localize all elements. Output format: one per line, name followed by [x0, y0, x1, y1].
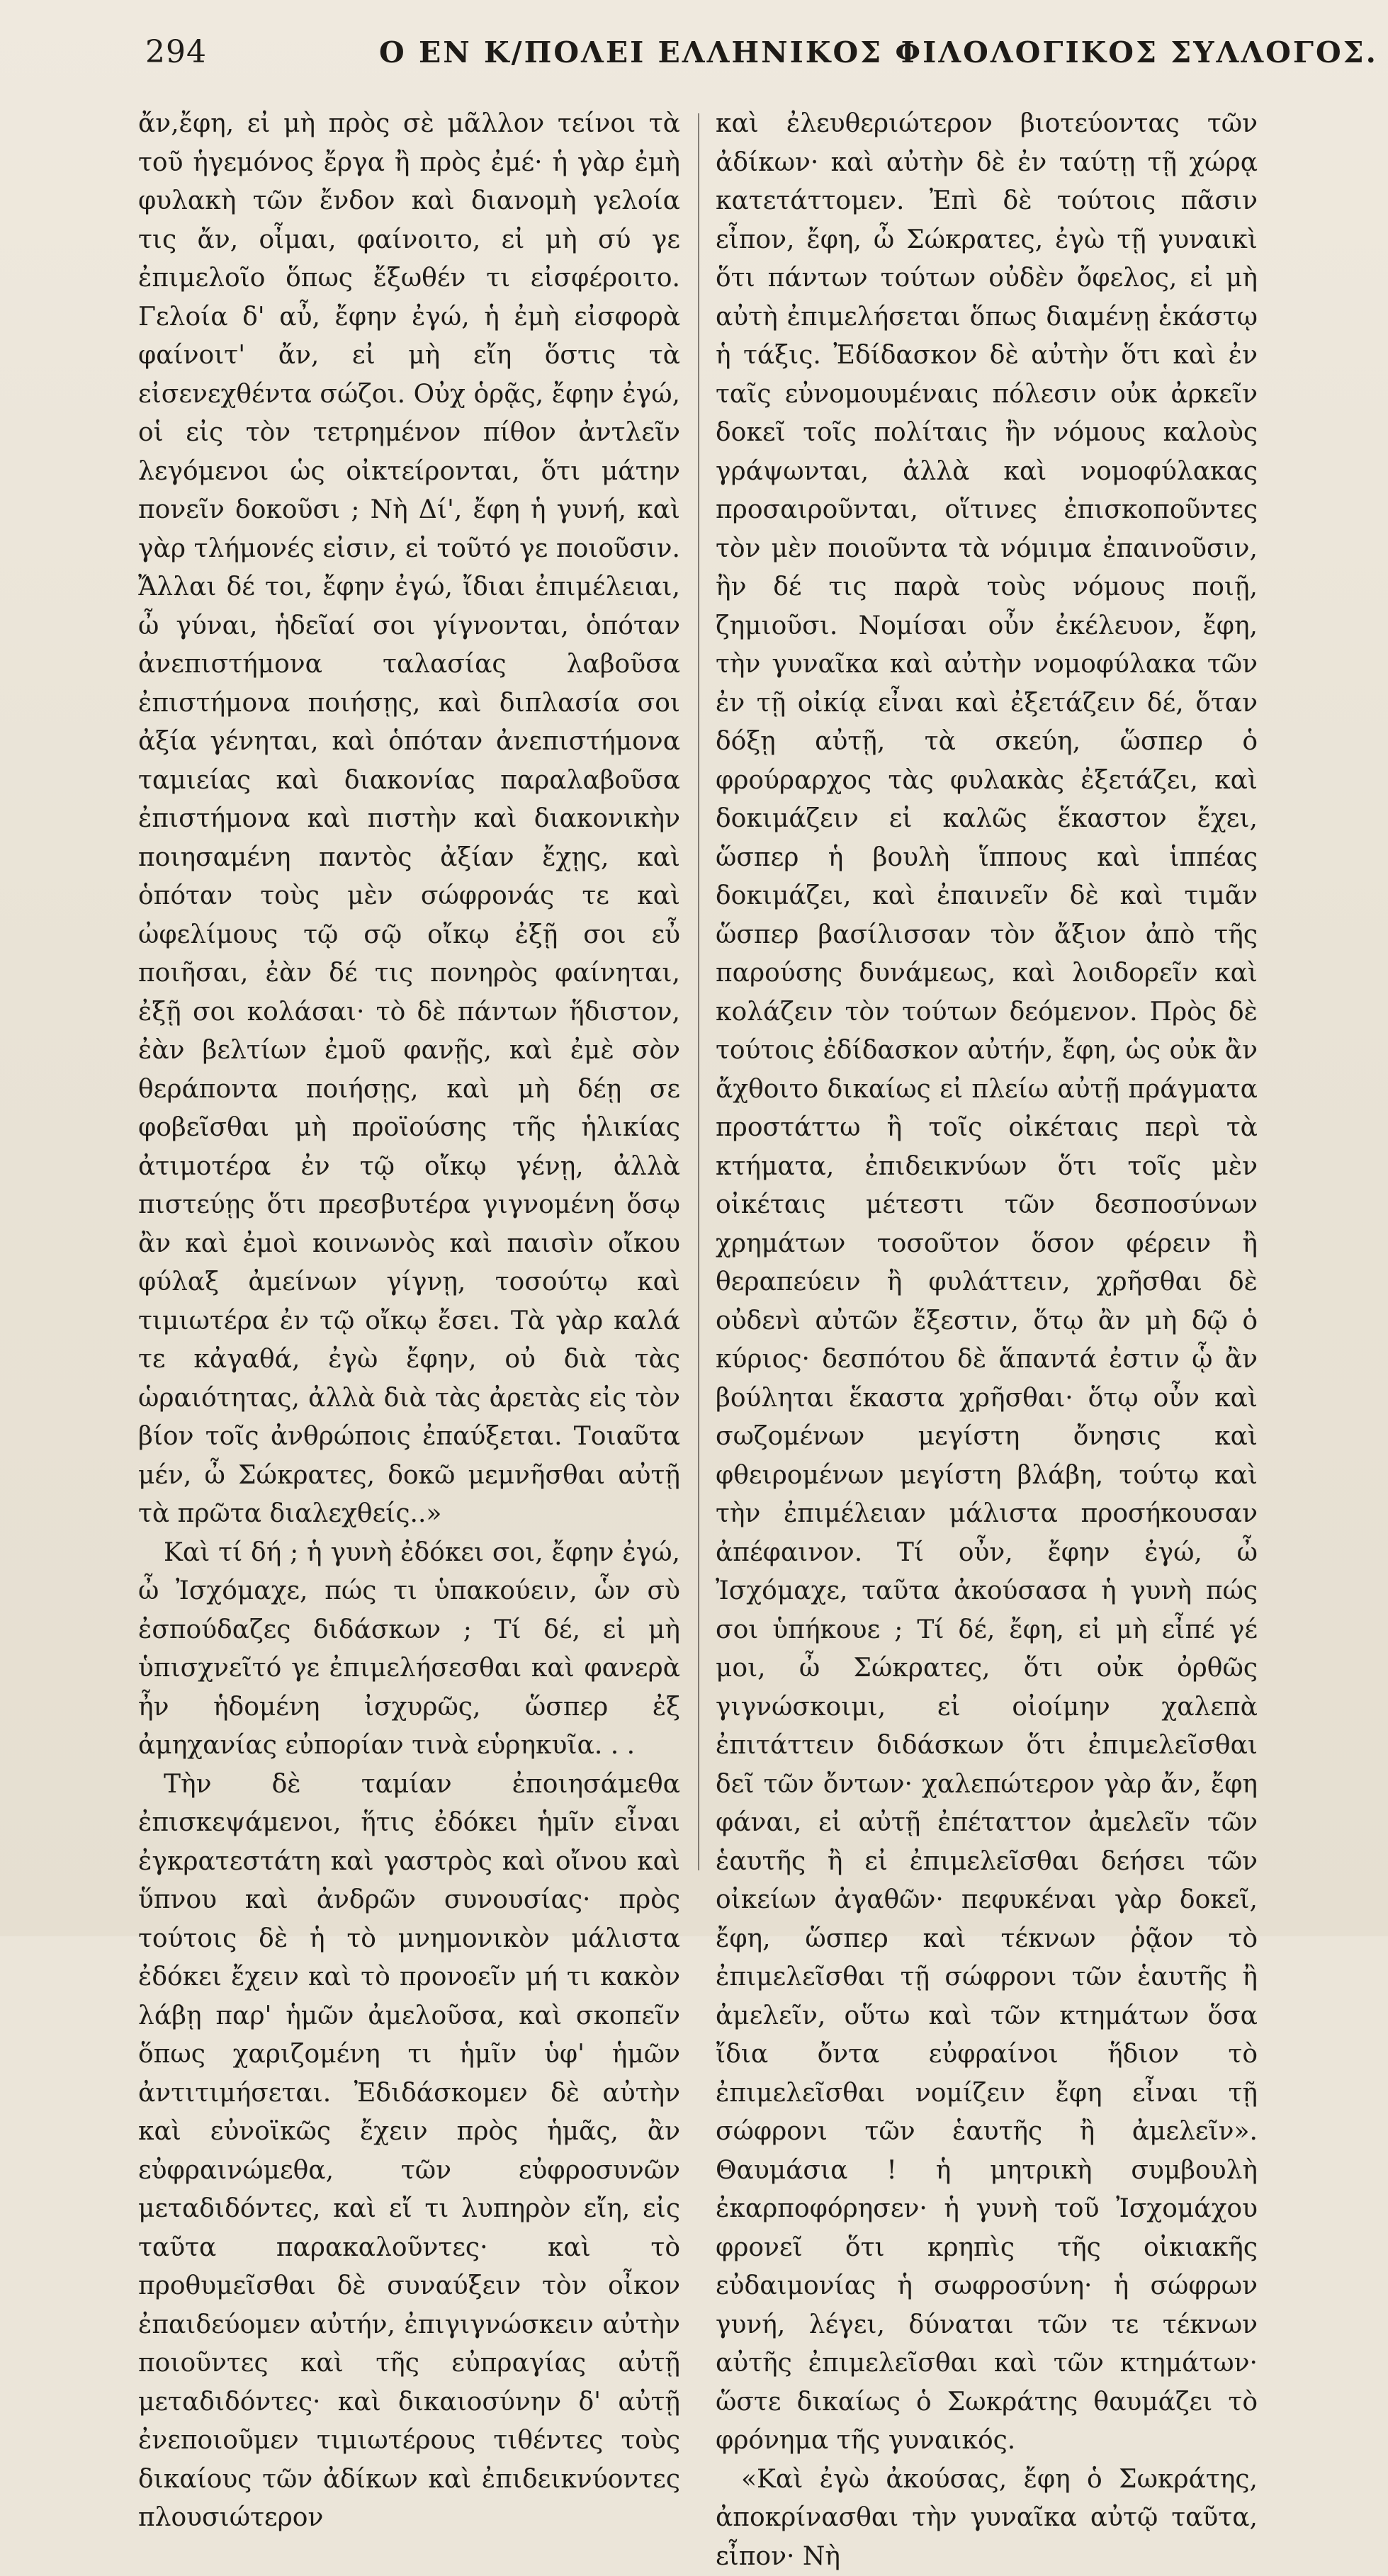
page-header	[145, 34, 1336, 84]
right-text-column	[716, 105, 1258, 2576]
column-divider	[698, 113, 699, 1870]
running-title: Ο ΕΝ Κ/ΠΟΛΕΙ ΕΛΛΗΝΙΚΟΣ ΦΙΛΟΛΟΓΙΚΟΣ ΣΥΛΛΟΓΟΣ.	[379, 35, 1378, 69]
right-paragraph-2: «Καὶ ἐγὼ ἀκούσας, ἔφη ὁ Σωκράτης, ἀποκρίνασθαι τὴν γυναῖκα αὐτῷ ταῦτα, εἶπον· Νὴ	[716, 2461, 1258, 2576]
page-number: 294	[145, 34, 207, 70]
right-paragraph-1: καὶ ἐλευθεριώτερον βιοτεύοντας τῶν ἀδίκων· καὶ αὐτὴν δὲ ἐν ταύτῃ τῇ χώρᾳ κατετάττομεν. Ἐπὶ δὲ τούτοις πᾶσιν εἶπον, ἔφη, ὦ Σώκρατες, ἐγὼ τῇ γυναικὶ ὅτι πάντων τούτων οὐδὲν ὄφελος, εἰ μὴ αὐτὴ ἐπιμελήσεται ὅπως διαμένῃ ἑκάστῳ ἡ τάξις. Ἐδίδασκον δὲ αὐτὴν ὅτι καὶ ἐν ταῖς εὐνομουμέναις πόλεσιν οὐκ ἀρκεῖν δοκεῖ τοῖς πολίταις ἢν νόμους καλοὺς γράψωνται, ἀλλὰ καὶ νομοφύλακας προσαιροῦνται, οἵτινες ἐπισκοποῦντες τὸν μὲν ποιοῦντα τὰ νόμιμα ἐπαινοῦσιν, ἢν δέ τις παρὰ τοὺς νόμους ποιῇ, ζημιοῦσι. Νομίσαι οὖν ἐκέλευον, ἔφη, τὴν γυναῖκα καὶ αὐτὴν νομοφύλακα τῶν ἐν τῇ οἰκίᾳ εἶναι καὶ ἐξετάζειν δέ, ὅταν δόξῃ αὐτῇ, τὰ σκεύη, ὥσπερ ὁ φρούραρχος τὰς φυλακὰς ἐξετάζει, καὶ δοκιμάζειν εἰ καλῶς ἕκαστον ἔχει, ὥσπερ ἡ βουλὴ ἵππους καὶ ἱππέας δοκιμάζει, καὶ ἐπαινεῖν δὲ καὶ τιμᾶν ὥσπερ βασίλισσαν τὸν ἄξιον ἀπὸ τῆς παρούσης δυνάμεως, καὶ λοιδορεῖν καὶ κολάζειν τὸν τούτων δεόμενον. Πρὸς δὲ τούτοις ἐδίδασκον αὐτήν, ἔφη, ὡς οὐκ ἂν ἄχθοιτο δικαίως εἰ πλείω αὐτῇ πράγματα προστάττω ἢ τοῖς οἰκέταις περὶ τὰ κτήματα, ἐπιδεικνύων ὅτι τοῖς μὲν οἰκέταις μέτεστι τῶν δεσποσύνων χρημάτων τοσοῦτον ὅσον φέρειν ἢ θεραπεύειν ἢ φυλάττειν, χρῆσθαι δὲ οὐδενὶ αὐτῶν ἔξεστιν, ὅτῳ ἂν μὴ δῷ ὁ κύριος· δεσπότου δὲ ἅπαντά ἐστιν ᾧ ἂν βούληται ἕκαστα χρῆσθαι· ὅτῳ οὖν καὶ σωζομένων μεγίστη ὄνησις καὶ φθειρομένων μεγίστη βλάβη, τούτῳ καὶ τὴν ἐπιμέλειαν μάλιστα προσήκουσαν ἀπέφαινον. Τί οὖν, ἔφην ἐγώ, ὦ Ἰσχόμαχε, ταῦτα ἀκούσασα ἡ γυνὴ πώς σοι ὑπήκουε ; Τί δέ, ἔφη, εἰ μὴ εἶπέ γέ μοι, ὦ Σώκρατες, ὅτι οὐκ ὀρθῶς γιγνώσκοιμι, εἰ οἰοίμην χαλεπὰ ἐπιτάττειν διδάσκων ὅτι ἐπιμελεῖσθαι δεῖ τῶν ὄντων· χαλεπώτερον γὰρ ἄν, ἔφη φάναι, εἰ αὐτῇ ἐπέταττον ἀμελεῖν τῶν ἑαυτῆς ἢ εἰ ἐπιμελεῖσθαι δεήσει τῶν οἰκείων ἀγαθῶν· πεφυκέναι γὰρ δοκεῖ, ἔφη, ὥσπερ καὶ τέκνων ῥᾷον τὸ ἐπιμελεῖσθαι τῇ σώφρονι τῶν ἑαυτῆς ἢ ἀμελεῖν, οὕτω καὶ τῶν κτημάτων ὅσα ἴδια ὄντα εὐφραίνοι ἥδιον τὸ ἐπιμελεῖσθαι νομίζειν ἔφη εἶναι τῇ σώφρονι τῶν ἑαυτῆς ἢ ἀμελεῖν». Θαυμάσια ! ἡ μητρικὴ συμβουλὴ ἐκαρποφόρησεν· ἡ γυνὴ τοῦ Ἰσχομάχου φρονεῖ ὅτι κρηπὶς τῆς οἰκιακῆς εὐδαιμονίας ἡ σωφροσύνη· ἡ σώφρων γυνή, λέγει, δύναται τῶν τε τέκνων αὐτῆς ἐπιμελεῖσθαι καὶ τῶν κτημάτων· ὥστε δικαίως ὁ Σωκράτης θαυμάζει τὸ φρόνημα τῆς γυναικός.	[716, 105, 1258, 2461]
left-paragraph-1: ἄν,ἔφη, εἰ μὴ πρὸς σὲ μᾶλλον τείνοι τὰ τοῦ ἡγεμόνος ἔργα ἢ πρὸς ἐμέ· ἡ γὰρ ἐμὴ φυλακὴ τῶν ἔνδον καὶ διανομὴ γελοία τις ἄν, οἶμαι, φαίνοιτο, εἰ μὴ σύ γε ἐπιμελοῖο ὅπως ἔξωθέν τι εἰσφέροιτο. Γελοία δ' αὖ, ἔφην ἐγώ, ἡ ἐμὴ εἰσφορὰ φαίνοιτ' ἄν, εἰ μὴ εἴη ὅστις τὰ εἰσενεχθέντα σώζοι. Οὐχ ὁρᾷς, ἔφην ἐγώ, οἱ εἰς τὸν τετρημένον πίθον ἀντλεῖν λεγόμενοι ὡς οἰκτείρονται, ὅτι μάτην πονεῖν δοκοῦσι ; Νὴ Δί', ἔφη ἡ γυνή, καὶ γὰρ τλήμονές εἰσιν, εἰ τοῦτό γε ποιοῦσιν. Ἄλλαι δέ τοι, ἔφην ἐγώ, ἴδιαι ἐπιμέλειαι, ὦ γύναι, ἡδεῖαί σοι γίγνονται, ὁπόταν ἀνεπιστήμονα ταλασίας λαβοῦσα ἐπιστήμονα ποιήσῃς, καὶ διπλασία σοι ἀξία γένηται, καὶ ὁπόταν ἀνεπιστήμονα ταμιείας καὶ διακονίας παραλαβοῦσα ἐπιστήμονα καὶ πιστὴν καὶ διακονικὴν ποιησαμένη παντὸς ἀξίαν ἔχῃς, καὶ ὁπόταν τοὺς μὲν σώφρονάς τε καὶ ὠφελίμους τῷ σῷ οἴκῳ ἐξῇ σοι εὖ ποιῆσαι, ἐὰν δέ τις πονηρὸς φαίνηται, ἐξῇ σοι κολάσαι· τὸ δὲ πάντων ἥδιστον, ἐὰν βελτίων ἐμοῦ φανῇς, καὶ ἐμὲ σὸν θεράποντα ποιήσῃς, καὶ μὴ δέῃ σε φοβεῖσθαι μὴ προϊούσης τῆς ἡλικίας ἀτιμοτέρα ἐν τῷ οἴκῳ γένῃ, ἀλλὰ πιστεύῃς ὅτι πρεσβυτέρα γιγνομένη ὅσῳ ἂν καὶ ἐμοὶ κοινωνὸς καὶ παισὶν οἴκου φύλαξ ἀμείνων γίγνῃ, τοσούτῳ καὶ τιμιωτέρα ἐν τῷ οἴκῳ ἔσει. Τὰ γὰρ καλά τε κἀγαθά, ἐγὼ ἔφην, οὐ διὰ τὰς ὡραιότητας, ἀλλὰ διὰ τὰς ἀρετὰς εἰς τὸν βίον τοῖς ἀνθρώποις ἐπαύξεται. Τοιαῦτα μέν, ὦ Σώκρατες, δοκῶ μεμνῆσθαι αὐτῇ τὰ πρῶτα διαλεχθείς..»	[138, 105, 680, 1534]
left-text-column	[138, 105, 680, 2538]
left-paragraph-2: Καὶ τί δή ; ἡ γυνὴ ἐδόκει σοι, ἔφην ἐγώ, ὦ Ἰσχόμαχε, πώς τι ὑπακούειν, ὧν σὺ ἐσπούδαζες διδάσκων ; Τί δέ, εἰ μὴ ὑπισχνεῖτό γε ἐπιμελήσεσθαι καὶ φανερὰ ἦν ἡδομένη ἰσχυρῶς, ὥσπερ ἐξ ἀμηχανίας εὐπορίαν τινὰ εὑρηκυῖα. . .	[138, 1534, 680, 1766]
left-paragraph-3: Τὴν δὲ ταμίαν ἐποιησάμεθα ἐπισκεψάμενοι, ἥτις ἐδόκει ἡμῖν εἶναι ἐγκρατεστάτη καὶ γαστρὸς καὶ οἴνου καὶ ὕπνου καὶ ἀνδρῶν συνουσίας· πρὸς τούτοις δὲ ἡ τὸ μνημονικὸν μάλιστα ἐδόκει ἔχειν καὶ τὸ προνοεῖν μή τι κακὸν λάβῃ παρ' ἡμῶν ἀμελοῦσα, καὶ σκοπεῖν ὅπως χαριζομένη τι ἡμῖν ὑφ' ἡμῶν ἀντιτιμήσεται. Ἐδιδάσκομεν δὲ αὐτὴν καὶ εὐνοϊκῶς ἔχειν πρὸς ἡμᾶς, ἂν εὐφραινώμεθα, τῶν εὐφροσυνῶν μεταδιδόντες, καὶ εἴ τι λυπηρὸν εἴη, εἰς ταῦτα παρακαλοῦντες· καὶ τὸ προθυμεῖσθαι δὲ συναύξειν τὸν οἶκον ἐπαιδεύομεν αὐτήν, ἐπιγιγνώσκειν αὐτὴν ποιοῦντες καὶ τῆς εὐπραγίας αὐτῇ μεταδιδόντες· καὶ δικαιοσύνην δ' αὐτῇ ἐνεποιοῦμεν τιμιωτέρους τιθέντες τοὺς δικαίους τῶν ἀδίκων καὶ ἐπιδεικνύοντες πλουσιώτερον	[138, 1766, 680, 2538]
